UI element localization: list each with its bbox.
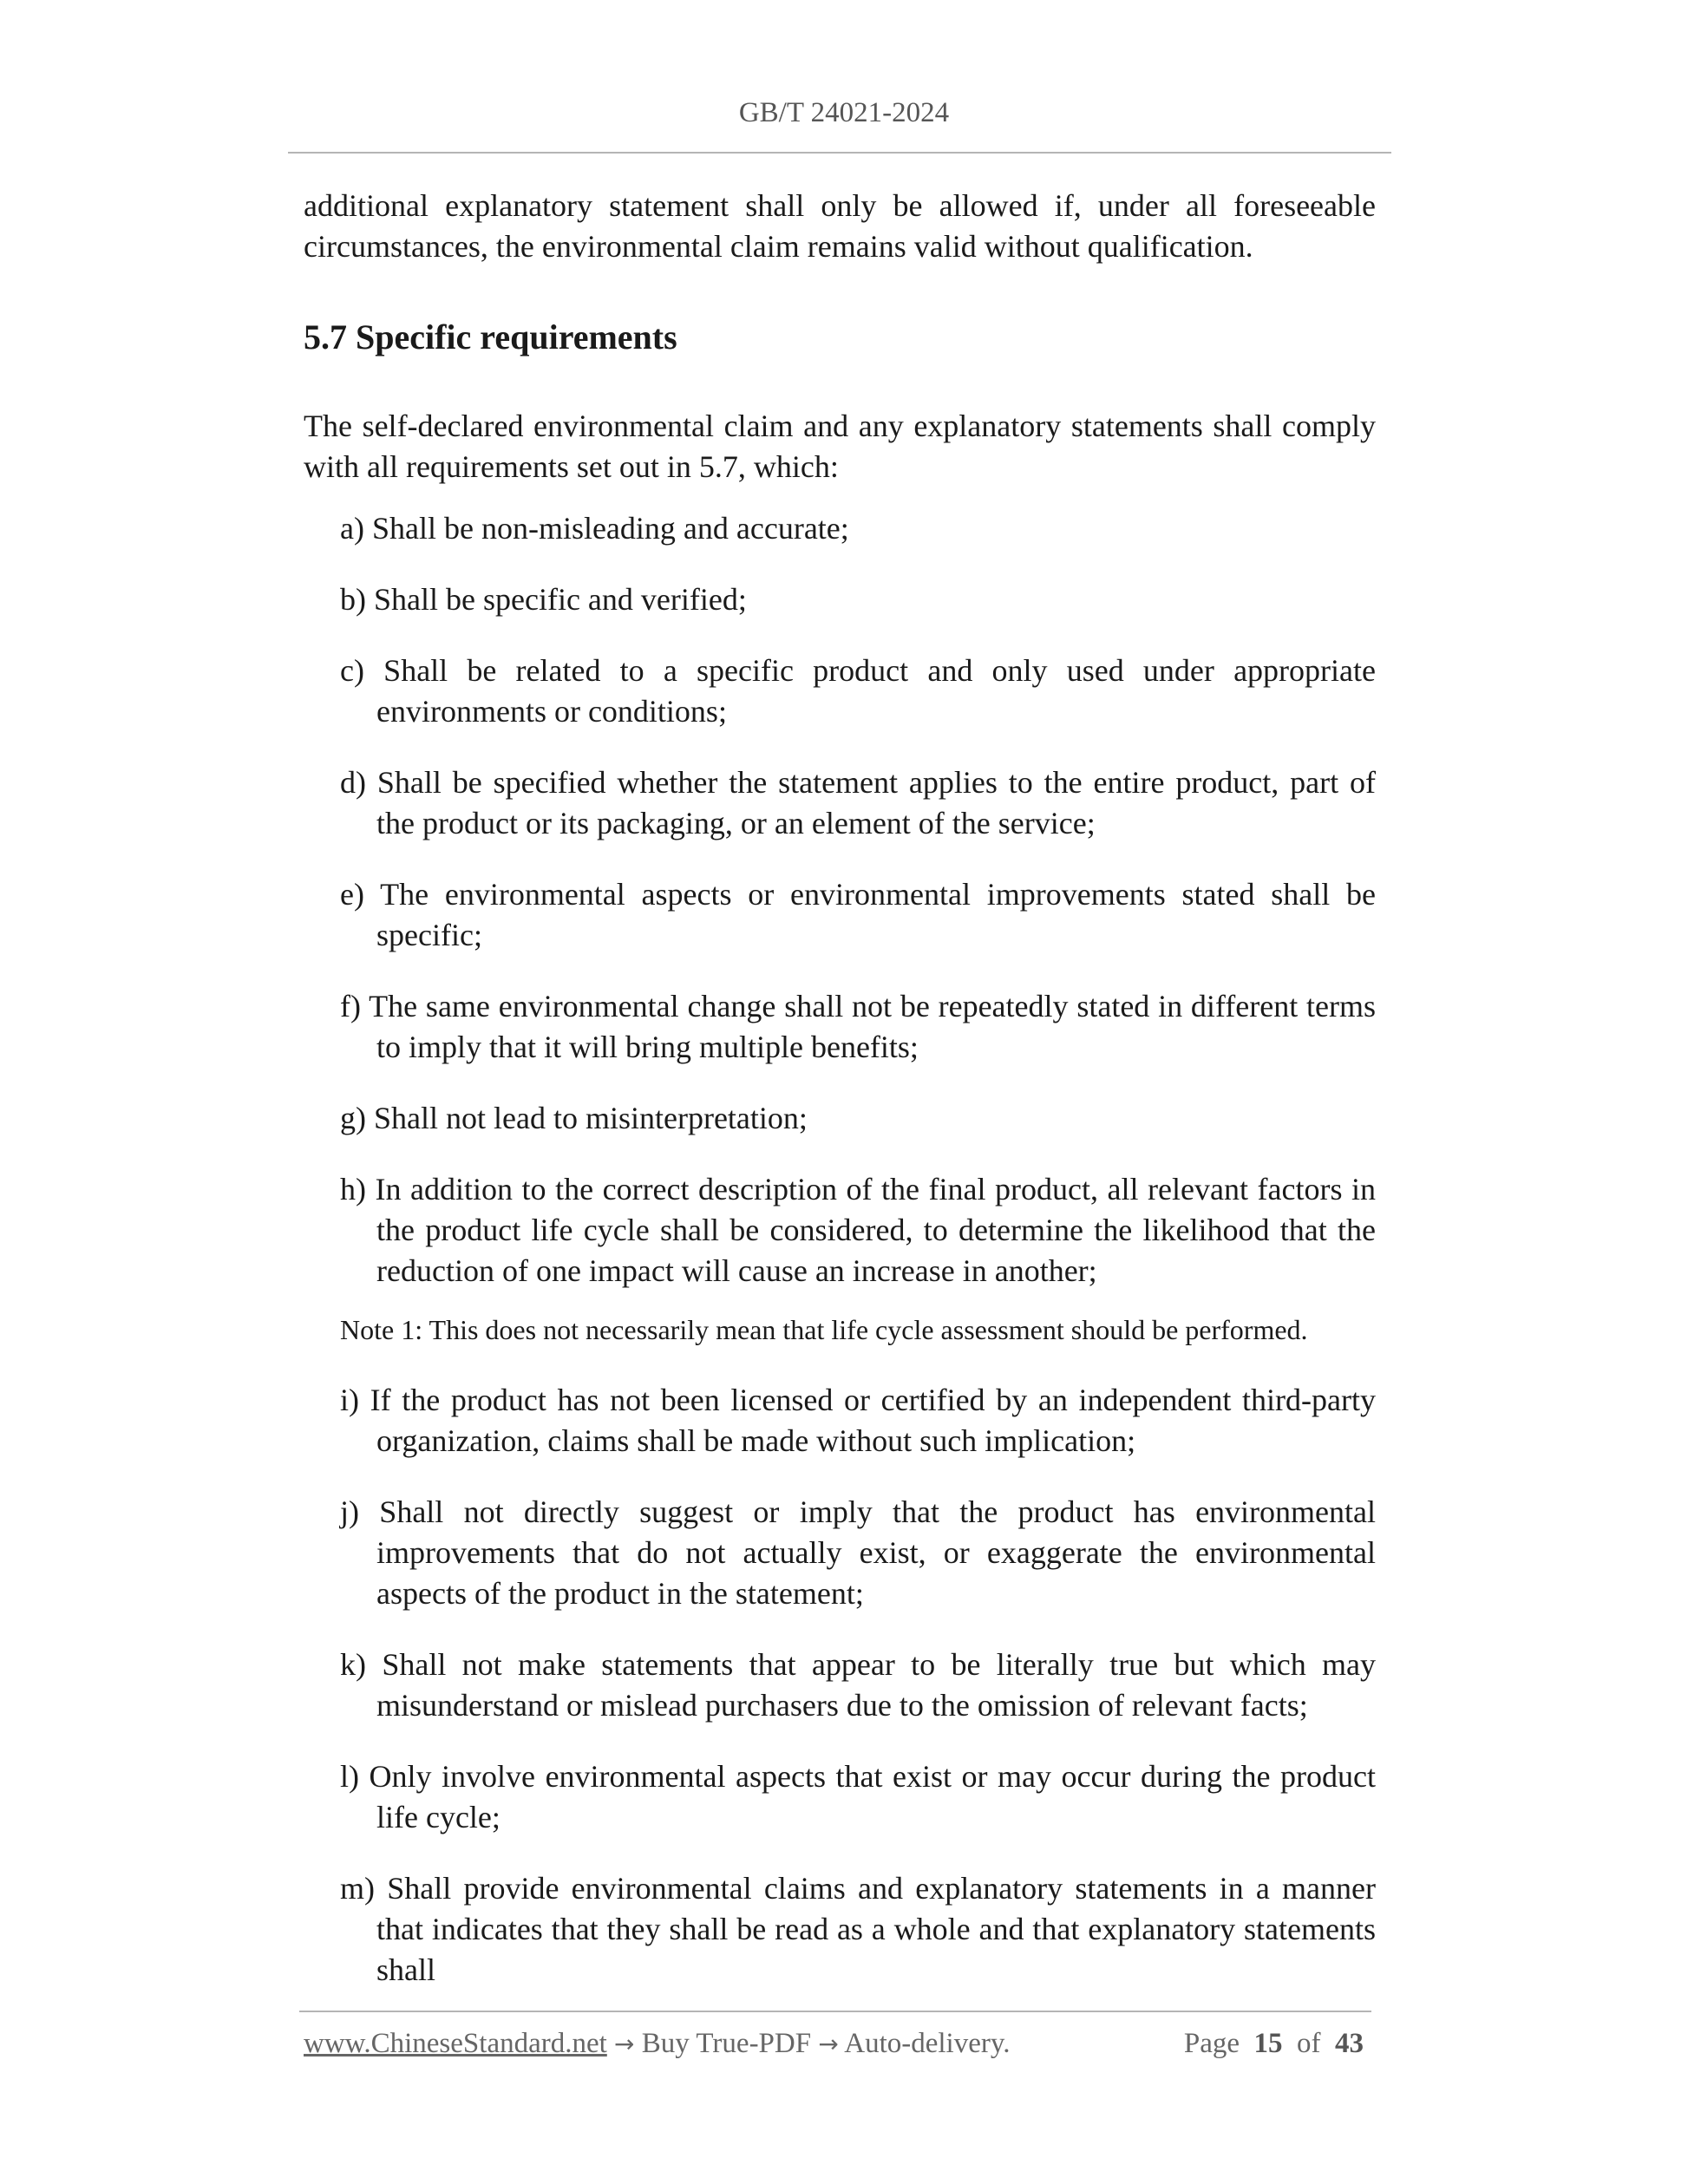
- document-header: [0, 97, 1688, 129]
- footer-divider: [299, 2011, 1371, 2012]
- list-item: [340, 1756, 1376, 1838]
- document-id: GB/T 24021-2024: [738, 97, 950, 128]
- list-item: [340, 651, 1376, 732]
- item-text: The environmental aspects or environmental improvements stated shall be specific;: [376, 877, 1376, 952]
- item-text: Shall be non-misleading and accurate;: [371, 511, 849, 546]
- total-pages-number: 43: [1335, 2028, 1364, 2059]
- item-text: Only involve environmental aspects that exist or may occur during the product life cycle;: [369, 1759, 1377, 1834]
- requirements-list-continued: [340, 1380, 1376, 1991]
- current-page-number: 15: [1253, 2028, 1283, 2059]
- item-marker: i): [340, 1383, 359, 1417]
- item-text: The same environmental change shall not be repeatedly stated in different terms to imply that it will bring multiple benefits;: [369, 989, 1376, 1064]
- item-marker: f): [340, 989, 361, 1023]
- list-item: [340, 1868, 1376, 1991]
- header-divider: [288, 152, 1391, 154]
- note-text: Note 1: This does not necessarily mean that life cycle assessment should be performed.: [340, 1314, 1308, 1345]
- item-text: Shall be specified whether the statement applies to the entire product, part of the product or its packaging, or an element of the service;: [376, 765, 1376, 840]
- buy-pdf-text: Buy True-PDF: [641, 2028, 812, 2059]
- item-marker: k): [340, 1647, 366, 1682]
- arrow-right-icon: →: [614, 2030, 635, 2058]
- section-heading: 5.7 Specific requirements: [304, 317, 677, 356]
- item-text: Shall not directly suggest or imply that the product has environmental improvements that do not actually exist, or exaggerate the environmental aspects of the product in the statement;: [376, 1494, 1376, 1611]
- item-text: If the product has not been licensed or certified by an independent third-party organization, claims shall be made without such implication;: [370, 1383, 1376, 1458]
- list-item: [340, 762, 1376, 844]
- section-intro: The self-declared environmental claim and any explanatory statements shall comply with all requirements set out in 5.7, which:: [304, 409, 1376, 484]
- item-text: Shall be related to a specific product and only used under appropriate environments or conditions;: [376, 653, 1376, 729]
- page-label: Page: [1183, 2028, 1240, 2059]
- item-marker: h): [340, 1172, 366, 1206]
- list-item: [340, 579, 1376, 620]
- item-text: Shall be specific and verified;: [374, 582, 747, 617]
- item-marker: l): [340, 1759, 359, 1794]
- item-marker: d): [340, 765, 366, 800]
- footer-promo: [304, 2028, 1010, 2060]
- list-item: [340, 1380, 1376, 1461]
- list-item: [340, 874, 1376, 956]
- page-content: [304, 186, 1376, 2021]
- requirements-list: [340, 508, 1376, 1291]
- website-link[interactable]: www.ChineseStandard.net: [304, 2028, 607, 2059]
- list-item: [340, 986, 1376, 1068]
- list-item: [340, 1492, 1376, 1614]
- page-indicator: [1184, 2028, 1376, 2060]
- arrow-right-icon: →: [818, 2030, 839, 2058]
- list-item: [340, 508, 1376, 549]
- item-marker: e): [340, 877, 364, 912]
- item-text: In addition to the correct description of the final product, all relevant factors in the product life cycle shall be considered, to determine the likelihood that the reduction of one impact will cause an increase in another;: [375, 1172, 1376, 1288]
- list-item: [340, 1645, 1376, 1726]
- item-marker: j): [340, 1494, 359, 1529]
- item-marker: c): [340, 653, 364, 688]
- item-text: Shall not lead to misinterpretation;: [374, 1101, 808, 1135]
- of-label: of: [1297, 2028, 1321, 2059]
- item-marker: g): [340, 1101, 366, 1135]
- item-marker: a): [340, 511, 364, 546]
- auto-delivery-text: Auto-delivery.: [844, 2028, 1011, 2059]
- continued-paragraph: additional explanatory statement shall only be allowed if, under all foreseeable circumstances, the environmental claim remains valid without qualification.: [304, 188, 1376, 264]
- list-item: [340, 1169, 1376, 1291]
- item-marker: m): [340, 1871, 375, 1906]
- item-text: Shall not make statements that appear to be literally true but which may misunderstand or mislead purchasers due to the omission of relevant facts;: [376, 1647, 1377, 1723]
- item-marker: b): [340, 582, 366, 617]
- page-footer: [304, 2028, 1376, 2060]
- item-text: Shall provide environmental claims and explanatory statements in a manner that indicates that they shall be read as a whole and that explanatory statements shall: [376, 1871, 1376, 1987]
- list-item: [340, 1098, 1376, 1139]
